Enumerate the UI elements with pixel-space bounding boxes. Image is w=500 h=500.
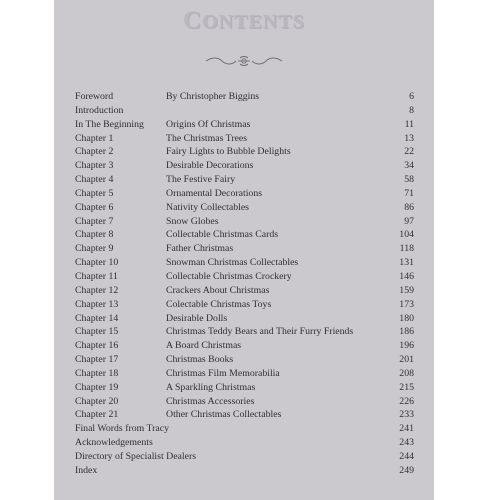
toc-entry-title: A Sparkling Christmas (166, 381, 256, 393)
toc-entry (54, 367, 434, 381)
toc-entry-label: Chapter 10 (75, 257, 119, 269)
toc-entry-label: Chapter 4 (75, 174, 114, 186)
heading-initial: C (183, 7, 203, 34)
toc-entry-label: Chapter 7 (75, 215, 114, 227)
toc-entry-page-number: 180 (399, 312, 414, 324)
toc-entry-title: Collectable Christmas Crockery (166, 270, 292, 282)
toc-entry (54, 284, 434, 298)
toc-entry-label: Chapter 6 (75, 201, 114, 213)
toc-entry-page-number: 13 (404, 132, 414, 144)
toc-entry-label: Chapter 21 (75, 409, 119, 421)
toc-entry-title: A Board Christmas (166, 340, 242, 352)
toc-entry (54, 118, 434, 132)
toc-entry (54, 187, 434, 201)
book-page (54, 0, 434, 500)
toc-entry-page-number: 215 (399, 381, 414, 393)
toc-entry-page-number: 249 (399, 464, 414, 476)
toc-entry-label: Chapter 3 (75, 160, 114, 172)
toc-entry-title: The Festive Fairy (166, 174, 236, 186)
toc-entry-title: Ornamental Decorations (166, 187, 263, 199)
toc-entry (54, 381, 434, 395)
toc-entry (54, 173, 434, 187)
toc-entry-page-number: 226 (399, 395, 414, 407)
toc-entry (54, 159, 434, 173)
toc-entry-label: Acknowledgements (75, 437, 153, 449)
toc-entry-title: Christmas Teddy Bears and Their Furry Friends (166, 326, 354, 338)
toc-entry (54, 353, 434, 367)
toc-entry-label: Chapter 9 (75, 243, 114, 255)
toc-entry-title: Christmas Accessories (166, 395, 255, 407)
toc-entry-label: Chapter 18 (75, 367, 119, 379)
toc-entry-label: Introduction (75, 104, 124, 116)
toc-entry-page-number: 196 (399, 340, 414, 352)
toc-entry-title: Crackers About Christmas (166, 284, 270, 296)
toc-entry (54, 228, 434, 242)
toc-entry (54, 242, 434, 256)
toc-entry-label: Chapter 8 (75, 229, 114, 241)
toc-entry-title: Fairy Lights to Bubble Delights (166, 146, 291, 158)
toc-entry (54, 339, 434, 353)
toc-entry-title: Collectable Christmas Cards (166, 229, 279, 241)
toc-entry (54, 422, 434, 436)
toc-entry-label: Chapter 20 (75, 395, 119, 407)
toc-entry (54, 256, 434, 270)
toc-entry (54, 104, 434, 118)
toc-entry-label: Index (75, 464, 98, 476)
toc-entry-page-number: 243 (399, 437, 414, 449)
toc-entry-label: Chapter 19 (75, 381, 119, 393)
toc-entry-page-number: 201 (399, 354, 414, 366)
toc-entry-page-number: 244 (399, 450, 414, 462)
toc-entry-label: Chapter 13 (75, 298, 119, 310)
toc-entry-label: Final Words from Tracy (75, 423, 170, 435)
toc-entry-page-number: 6 (409, 91, 414, 102)
toc-entry-label: Chapter 5 (75, 187, 114, 199)
toc-entry (54, 132, 434, 146)
toc-entry-title: Colectable Christmas Toys (166, 298, 272, 310)
toc-entry-page-number: 208 (399, 367, 414, 379)
toc-entry-page-number: 86 (404, 201, 414, 213)
toc-entry-page-number: 233 (399, 409, 414, 421)
toc-entry-page-number: 118 (399, 243, 414, 255)
toc-entry-page-number: 104 (399, 229, 414, 241)
toc-entry-title: Snowman Christmas Collectables (166, 257, 299, 269)
toc-entry-page-number: 58 (404, 174, 414, 186)
toc-entry (54, 464, 434, 478)
toc-entry (54, 325, 434, 339)
toc-entry-title: Christmas Film Memorabilia (166, 367, 280, 379)
toc-entry-title: Desirable Decorations (166, 160, 254, 172)
toc-entry-label: Chapter 16 (75, 340, 119, 352)
toc-entry-page-number: 11 (404, 118, 414, 130)
toc-entry-page-number: 8 (409, 104, 414, 116)
toc-entry-label: In The Beginning (75, 118, 144, 130)
toc-entry-label: Chapter 1 (75, 132, 114, 144)
toc-entry (54, 270, 434, 284)
toc-entry-title: Christmas Books (166, 354, 234, 366)
toc-entry-label: Chapter 14 (75, 312, 119, 324)
toc-entry (54, 436, 434, 450)
toc-entry (54, 395, 434, 409)
toc-entry-label: Chapter 2 (75, 146, 114, 158)
toc-entry-label: Chapter 15 (75, 326, 119, 338)
toc-entry-title: Origins Of Christmas (166, 118, 251, 130)
scroll-flourish-ornament-icon (204, 54, 284, 68)
contents-heading (54, 8, 434, 34)
toc-entry (54, 298, 434, 312)
toc-entry (54, 312, 434, 326)
toc-entry-page-number: 173 (399, 298, 414, 310)
toc-entry-page-number: 71 (404, 187, 414, 199)
toc-entry-page-number: 131 (399, 257, 414, 269)
toc-entry-title: Father Christmas (166, 243, 234, 255)
toc-entry-title: Nativity Collectables (166, 201, 249, 213)
toc-entry-page-number: 97 (404, 215, 414, 227)
toc-entry-page-number: 34 (404, 160, 414, 172)
toc-entry-title: Snow Globes (166, 215, 219, 227)
toc-entry-page-number: 159 (399, 284, 414, 296)
toc-entry (54, 201, 434, 215)
toc-entry-label: Foreword (75, 91, 114, 102)
table-of-contents (54, 90, 434, 478)
toc-entry (54, 215, 434, 229)
toc-entry (54, 450, 434, 464)
toc-entry-label: Chapter 17 (75, 354, 119, 366)
toc-entry-page-number: 186 (399, 326, 414, 338)
toc-entry-label: Chapter 11 (75, 270, 118, 282)
toc-entry-page-number: 146 (399, 270, 414, 282)
toc-entry-page-number: 241 (399, 423, 414, 435)
toc-entry-label: Directory of Specialist Dealers (75, 450, 197, 462)
toc-entry-title: Desirable Dolls (166, 312, 228, 324)
toc-entry-page-number: 22 (404, 146, 414, 158)
heading-rest: ONTENTS (202, 11, 305, 33)
toc-entry-title: By Christopher Biggins (166, 91, 260, 102)
toc-entry-title: Other Christmas Collectables (166, 409, 282, 421)
toc-entry-title: The Christmas Trees (166, 132, 248, 144)
toc-entry (54, 90, 434, 104)
toc-entry (54, 145, 434, 159)
toc-entry-label: Chapter 12 (75, 284, 119, 296)
toc-entry (54, 408, 434, 422)
